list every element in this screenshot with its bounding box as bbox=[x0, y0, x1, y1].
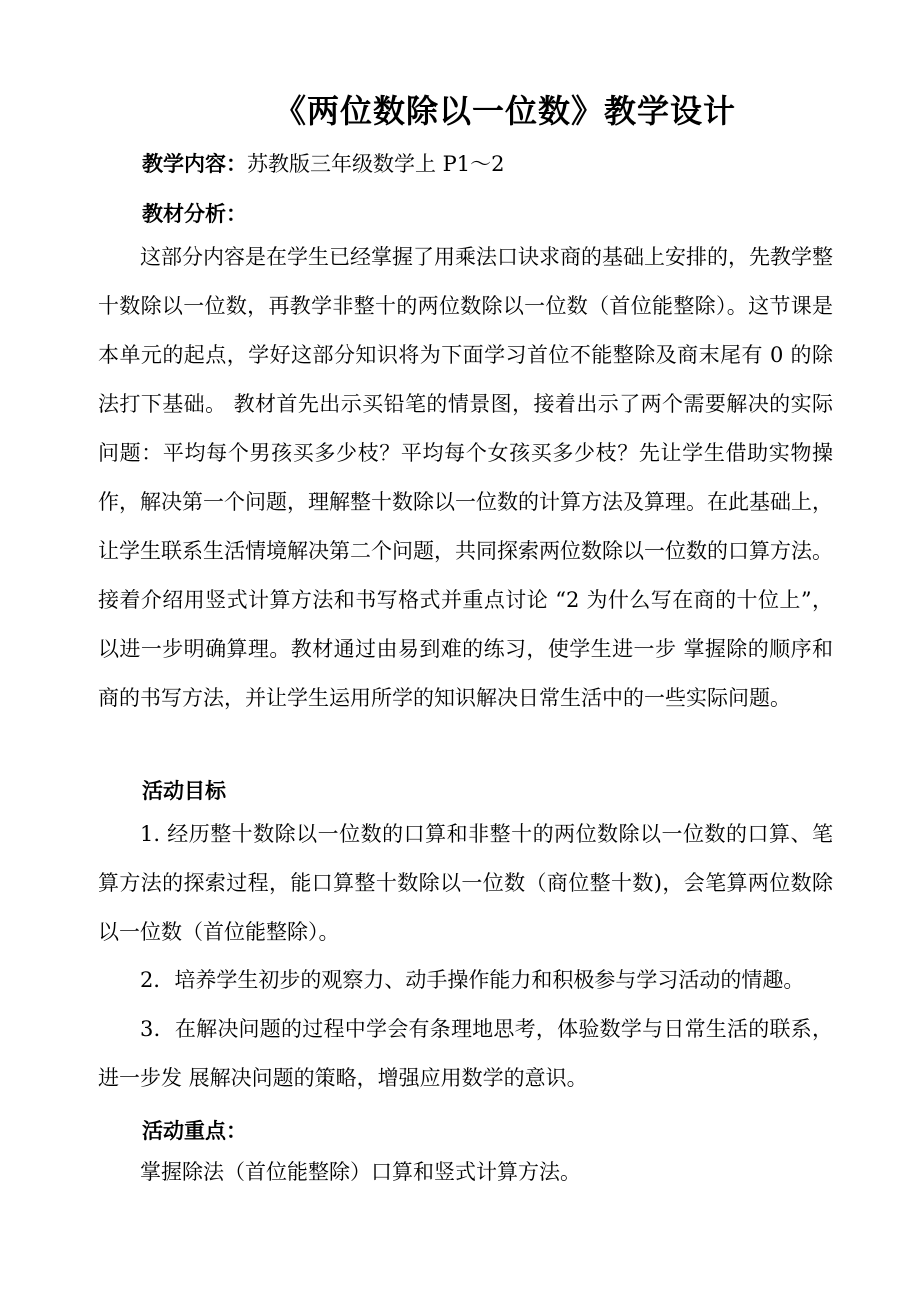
goal-item: 3．在解决问题的过程中学会有条理地思考，体验数学与日常生活的联系，进一步发 展解决问题的策略，增强应用数学的意识。 bbox=[98, 1017, 833, 1090]
analysis-paragraph: 这部分内容是在学生已经掌握了用乘法口诀求商的基础上安排的，先教学整十数除以一位数，再教学非整十的两位数除以一位数（首位能整除）。这节课是本单元的起点，学好这部分知识将为下面学习首位不能整除及商末尾有 0 的除法打下基础。 教材首先出示买铅笔的情景图，接着出示了两个需要解决的实际问题：平均每个男孩买多少枝？平均每个女孩买多少枝？先让学生借助实物操作，解决第一个问题，理解整十数除以一位数的计算方法及算理。在此基础上，让学生联系生活情境解决第二个问题，共同探索两位数除以一位数的口算方法。 接着介绍用竖式计算方法和书写格式并重点讨论 “2 为什么写在商的十位上”，以进一步明确算理。教材通过由易到难的练习，使学生进一步 掌握除的顺序和商的书写方法，并让学生运用所学的知识解决日常生活中的一些实际问题。 bbox=[98, 245, 833, 710]
teaching-content-label: 教学内容： bbox=[142, 152, 247, 176]
key-points-paragraph: 掌握除法（首位能整除）口算和竖式计算方法。 bbox=[140, 1160, 581, 1184]
analysis-heading: 教材分析： bbox=[142, 202, 247, 226]
key-points-heading: 活动重点： bbox=[142, 1119, 247, 1143]
teaching-content-line bbox=[142, 148, 505, 178]
teaching-content-value: 苏教版三年级数学上 P1～2 bbox=[247, 152, 505, 176]
document-title: 《两位数除以一位数》教学设计 bbox=[273, 92, 736, 130]
goal-item: 1. 经历整十数除以一位数的口算和非整十的两位数除以一位数的口算、笔算方法的探索过程，能口算整十数除以一位数（商位整十数)，会笔算两位数除以一位数（首位能整除）。 bbox=[98, 822, 833, 944]
goals-heading: 活动目标 bbox=[142, 779, 226, 803]
goal-item: 2．培养学生初步的观察力、动手操作能力和积极参与学习活动的情趣。 bbox=[140, 968, 805, 992]
